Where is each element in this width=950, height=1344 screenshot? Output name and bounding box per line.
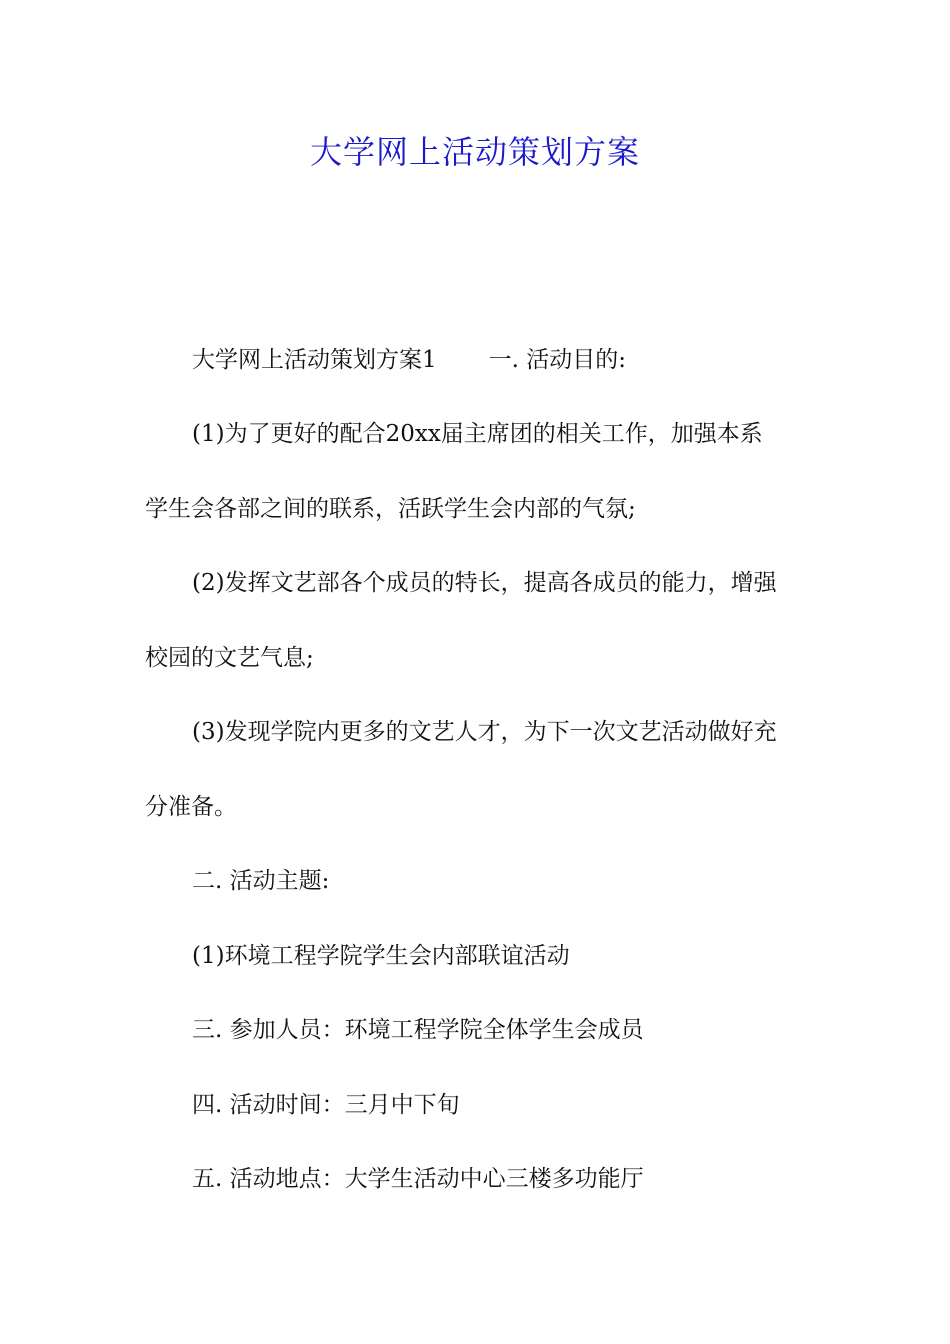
section-heading: 五. 活动地点：大学生活动中心三楼多功能厅 (192, 1166, 644, 1192)
section-heading: 大学网上活动策划方案1 (192, 347, 437, 373)
paragraph-line (192, 342, 810, 378)
paragraph-line: 分准备。 (145, 794, 237, 820)
paragraph-line: (1)环境工程学院学生会内部联谊活动 (192, 943, 570, 969)
paragraph-line: 学生会各部之间的联系，活跃学生会内部的气氛; (145, 496, 636, 522)
paragraph-line: (3)发现学院内更多的文艺人才，为下一次文艺活动做好充 (192, 719, 777, 745)
paragraph-line: (2)发挥文艺部各个成员的特长，提高各成员的能力，增强 (192, 570, 777, 596)
paragraph-line: (1)为了更好的配合20xx届主席团的相关工作，加强本系 (192, 421, 763, 447)
section-heading: 四. 活动时间：三月中下旬 (192, 1092, 460, 1118)
section-heading: 三. 参加人员：环境工程学院全体学生会成员 (192, 1017, 644, 1043)
section-heading: 一. 活动目的: (488, 347, 627, 373)
document-title: 大学网上活动策划方案 (309, 133, 640, 171)
paragraph-line: 校园的文艺气息; (145, 645, 314, 671)
section-heading: 二. 活动主题: (192, 868, 330, 894)
